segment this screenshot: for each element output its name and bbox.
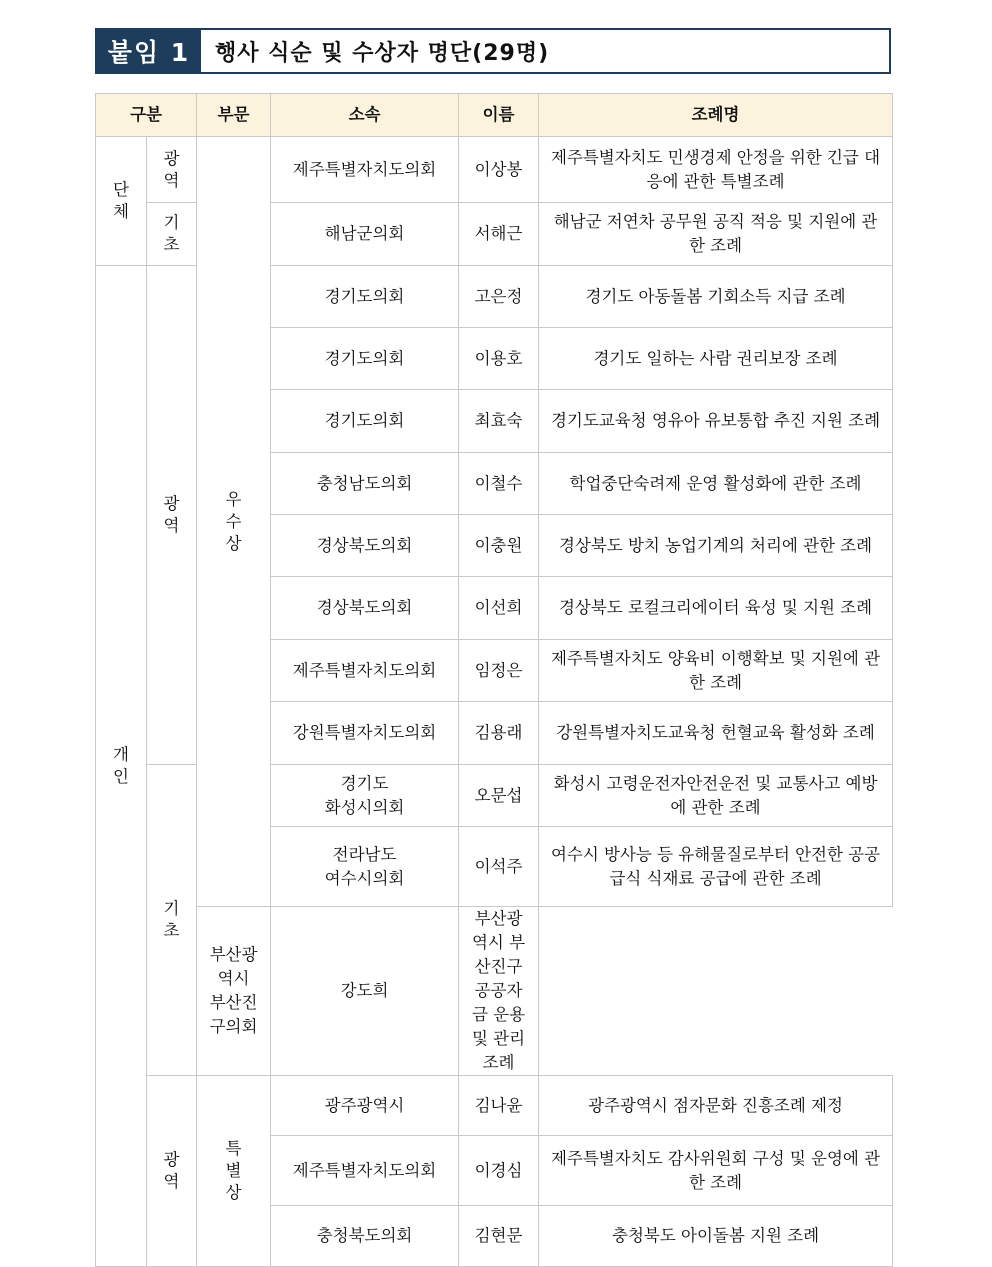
level-wide: 광역 bbox=[147, 137, 197, 203]
name-cell: 이용호 bbox=[459, 328, 539, 390]
name-cell: 김현문 bbox=[459, 1206, 539, 1267]
ordinance-cell: 제주특별자치도 민생경제 안정을 위한 긴급 대응에 관한 특별조례 bbox=[539, 137, 893, 203]
name-cell: 김나윤 bbox=[459, 1076, 539, 1136]
affiliation-cell: 제주특별자치도의회 bbox=[271, 640, 459, 702]
awardee-table bbox=[95, 93, 893, 1267]
affiliation-cell: 강원특별자치도의회 bbox=[271, 702, 459, 765]
division-special: 특별상 bbox=[197, 1076, 271, 1267]
name-cell: 이선희 bbox=[459, 577, 539, 640]
ordinance-cell: 해남군 저연차 공무원 공직 적응 및 지원에 관한 조례 bbox=[539, 203, 893, 266]
ordinance-cell: 경기도교육청 영유아 유보통합 추진 지원 조례 bbox=[539, 390, 893, 453]
division-excellence: 우수상 bbox=[197, 137, 271, 907]
name-cell: 임정은 bbox=[459, 640, 539, 702]
table-row bbox=[96, 907, 893, 1076]
name-cell: 오문섭 bbox=[459, 765, 539, 827]
name-cell: 이경심 bbox=[459, 1136, 539, 1206]
affiliation-cell: 제주특별자치도의회 bbox=[271, 137, 459, 203]
affiliation-cell: 경상북도의회 bbox=[271, 515, 459, 577]
ordinance-cell: 학업중단숙려제 운영 활성화에 관한 조례 bbox=[539, 453, 893, 515]
name-cell: 고은정 bbox=[459, 266, 539, 328]
affiliation-cell: 부산광역시 부산진구의회 bbox=[197, 907, 271, 1076]
header-name: 이름 bbox=[459, 94, 539, 137]
affiliation-cell: 전라남도 여수시의회 bbox=[271, 827, 459, 907]
header-row bbox=[96, 94, 893, 137]
ordinance-cell: 경기도 일하는 사람 권리보장 조례 bbox=[539, 328, 893, 390]
table-row bbox=[96, 137, 893, 203]
ordinance-cell: 여수시 방사능 등 유해물질로부터 안전한 공공급식 식재료 공급에 관한 조례 bbox=[539, 827, 893, 907]
ordinance-cell: 경기도 아동돌봄 기회소득 지급 조례 bbox=[539, 266, 893, 328]
ordinance-cell: 광주광역시 점자문화 진흥조례 제정 bbox=[539, 1076, 893, 1136]
ordinance-cell: 경상북도 방치 농업기계의 처리에 관한 조례 bbox=[539, 515, 893, 577]
header-category: 구분 bbox=[96, 94, 197, 137]
ordinance-cell: 충청북도 아이돌봄 지원 조례 bbox=[539, 1206, 893, 1267]
affiliation-cell: 광주광역시 bbox=[271, 1076, 459, 1136]
affiliation-cell: 충청남도의회 bbox=[271, 453, 459, 515]
name-cell: 이철수 bbox=[459, 453, 539, 515]
page-title: 행사 식순 및 수상자 명단(29명) bbox=[215, 40, 550, 66]
group-individual: 개인 bbox=[96, 266, 147, 1267]
ordinance-cell: 제주특별자치도 감사위원회 구성 및 운영에 관한 조례 bbox=[539, 1136, 893, 1206]
name-cell: 김용래 bbox=[459, 702, 539, 765]
ordinance-cell: 부산광역시 부산진구 공공자금 운용 및 관리 조례 bbox=[459, 907, 539, 1076]
ordinance-cell: 제주특별자치도 양육비 이행확보 및 지원에 관한 조례 bbox=[539, 640, 893, 702]
name-cell: 서해근 bbox=[459, 203, 539, 266]
affiliation-cell: 경상북도의회 bbox=[271, 577, 459, 640]
ordinance-cell: 경상북도 로컬크리에이터 육성 및 지원 조례 bbox=[539, 577, 893, 640]
group-team: 단체 bbox=[96, 137, 147, 266]
name-cell: 이충원 bbox=[459, 515, 539, 577]
level-wide: 광역 bbox=[147, 1076, 197, 1267]
name-cell: 강도희 bbox=[271, 907, 459, 1076]
level-wide: 광역 bbox=[147, 266, 197, 765]
header-division: 부문 bbox=[197, 94, 271, 137]
affiliation-cell: 충청북도의회 bbox=[271, 1206, 459, 1267]
level-basic: 기초 bbox=[147, 203, 197, 266]
attachment-tag: 붙임 1 bbox=[97, 30, 201, 72]
header-affiliation: 소속 bbox=[271, 94, 459, 137]
title-box bbox=[95, 28, 891, 74]
affiliation-cell: 해남군의회 bbox=[271, 203, 459, 266]
table-row bbox=[96, 1076, 893, 1136]
level-basic: 기초 bbox=[147, 765, 197, 1076]
header-ordinance: 조례명 bbox=[539, 94, 893, 137]
affiliation-cell: 경기도 화성시의회 bbox=[271, 765, 459, 827]
name-cell: 이상봉 bbox=[459, 137, 539, 203]
affiliation-cell: 제주특별자치도의회 bbox=[271, 1136, 459, 1206]
affiliation-cell: 경기도의회 bbox=[271, 390, 459, 453]
affiliation-cell: 경기도의회 bbox=[271, 266, 459, 328]
ordinance-cell: 화성시 고령운전자안전운전 및 교통사고 예방에 관한 조례 bbox=[539, 765, 893, 827]
ordinance-cell: 강원특별자치도교육청 헌혈교육 활성화 조례 bbox=[539, 702, 893, 765]
name-cell: 이석주 bbox=[459, 827, 539, 907]
name-cell: 최효숙 bbox=[459, 390, 539, 453]
affiliation-cell: 경기도의회 bbox=[271, 328, 459, 390]
